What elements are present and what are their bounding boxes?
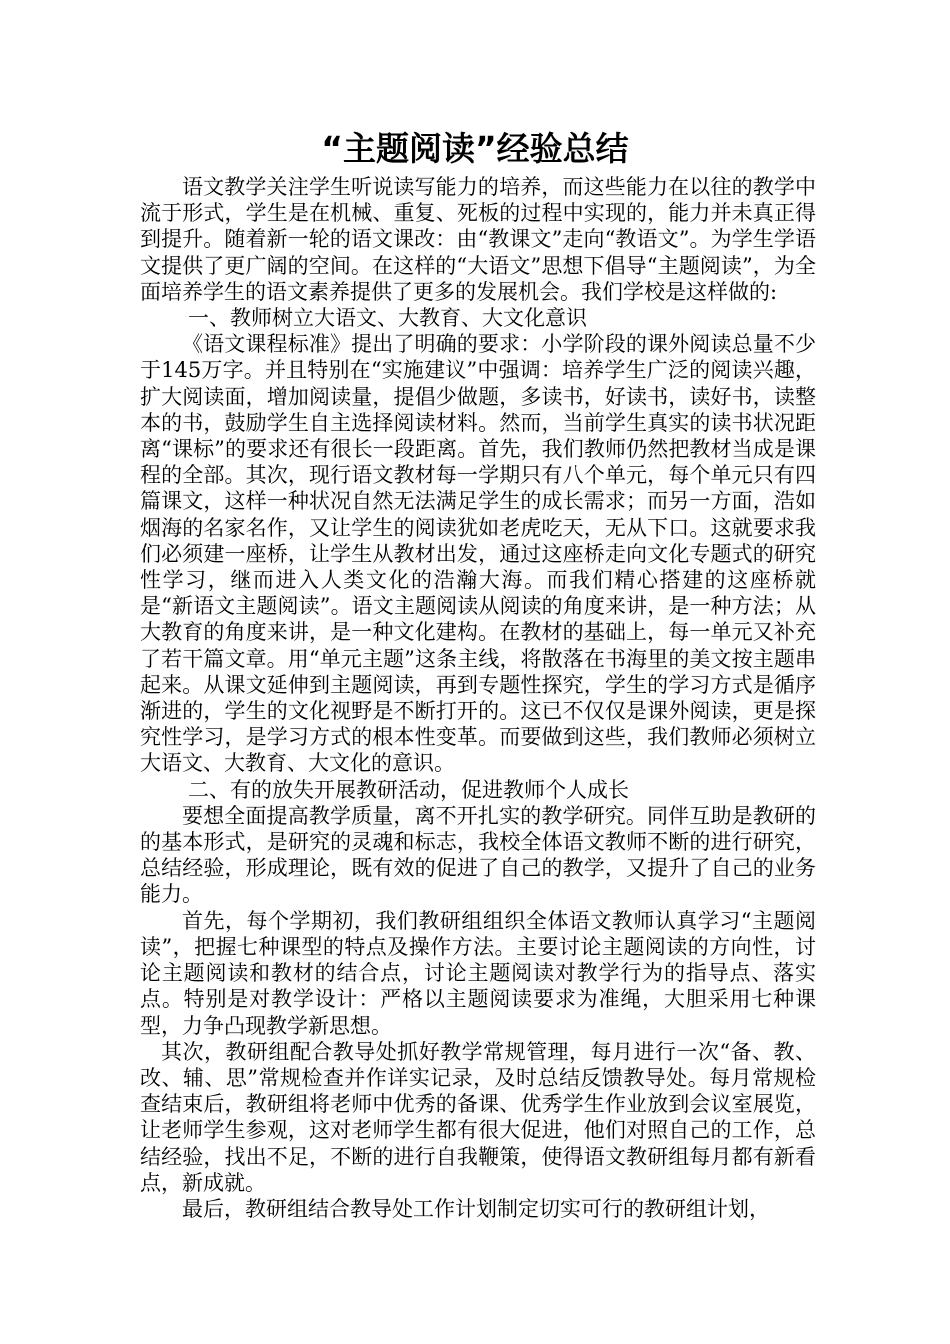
section-1-paragraph: 《语文课程标准》提出了明确的要求：小学阶段的课外阅读总量不少于145万字。并且特别在“实施建议”中强调：培养学生广泛的阅读兴趣，扩大阅读面，增加阅读量，提倡少做题，多读书，好读书，读好书，读整本的书，鼓励学生自主选择阅读材料。然而，当前学生真实的读书状况距离“课标”的要求还有很长一段距离。首先，我们教师仍然把教材当成是课程的全部。其次，现行语文教材每一学期只有八个单元，每个单元只有四篇课文，这样一种状况自然无法满足学生的成长需求；而另一方面，浩如烟海的名家名作，又让学生的阅读犹如老虎吃天，无从下口。这就要求我们必须建一座桥，让学生从教材出发，通过这座桥走向文化专题式的研究性学习，继而进入人类文化的浩瀚大海。而我们精心搭建的这座桥就是“新语文主题阅读”。语文主题阅读从阅读的角度来讲，是一种方法；从大教育的角度来讲，是一种文化建构。在教材的基础上，每一单元又补充了若干篇文章。用“单元主题”这条主线，将散落在书海里的美文按主题串起来。从课文延伸到主题阅读，再到专题性探究，学生的学习方式是循序渐进的，学生的文化视野是不断打开的。这已不仅仅是课外阅读，更是探究性学习，是学习方式的根本性变革。而要做到这些，我们教师必须树立大语文、大教育、大文化的意识。 bbox=[140, 332, 816, 776]
section-2-paragraph-2: 首先，每个学期初，我们教研组组织全体语文教师认真学习“主题阅读”，把握七种课型的特点及操作方法。主要讨论主题阅读的方向性，讨论主题阅读和教材的结合点，讨论主题阅读对教学行为的指导点、落实点。特别是对教学设计：严格以主题阅读要求为准绳，大胆采用七种课型，力争凸现教学新思想。 bbox=[140, 908, 816, 1038]
document-body bbox=[140, 174, 816, 1222]
section-2-paragraph-4: 最后，教研组结合教导处工作计划制定切实可行的教研组计划， bbox=[182, 1196, 770, 1221]
section-heading-2: 二、有的放失开展教研活动，促进教师个人成长 bbox=[188, 777, 629, 802]
intro-paragraph: 语文教学关注学生听说读写能力的培养，而这些能力在以往的教学中流于形式，学生是在机械、重复、死板的过程中实现的，能力并未真正得到提升。随着新一轮的语文课改：由“教课文”走向“教语文”。为学生学语文提供了更广阔的空间。在这样的“大语文”思想下倡导“主题阅读”，为全面培养学生的语文素养提供了更多的发展机会。我们学校是这样做的: bbox=[140, 175, 816, 304]
section-2-paragraph-1: 要想全面提高教学质量，离不开扎实的教学研究。同伴互助是教研的的基本形式，是研究的灵魂和标志，我校全体语文教师不断的进行研究，总结经验，形成理论，既有效的促进了自己的教学，又提升了自己的业务能力。 bbox=[140, 803, 816, 907]
section-heading-1: 一、教师树立大语文、大教育、大文化意识 bbox=[188, 306, 587, 331]
section-2-paragraph-3: 其次，教研组配合教导处抓好教学常规管理，每月进行一次“备、教、改、辅、思”常规检查并作详实记录，及时总结反馈教导处。每月常规检查结束后，教研组将老师中优秀的备课、优秀学生作业放到会议室展览，让老师学生参观，这对老师学生都有很大促进，他们对照自己的工作，总结经验，找出不足，不断的进行自我鞭策，使得语文教研组每月都有新看点，新成就。 bbox=[140, 1039, 816, 1195]
document-title: “主题阅读”经验总结 bbox=[321, 129, 629, 168]
